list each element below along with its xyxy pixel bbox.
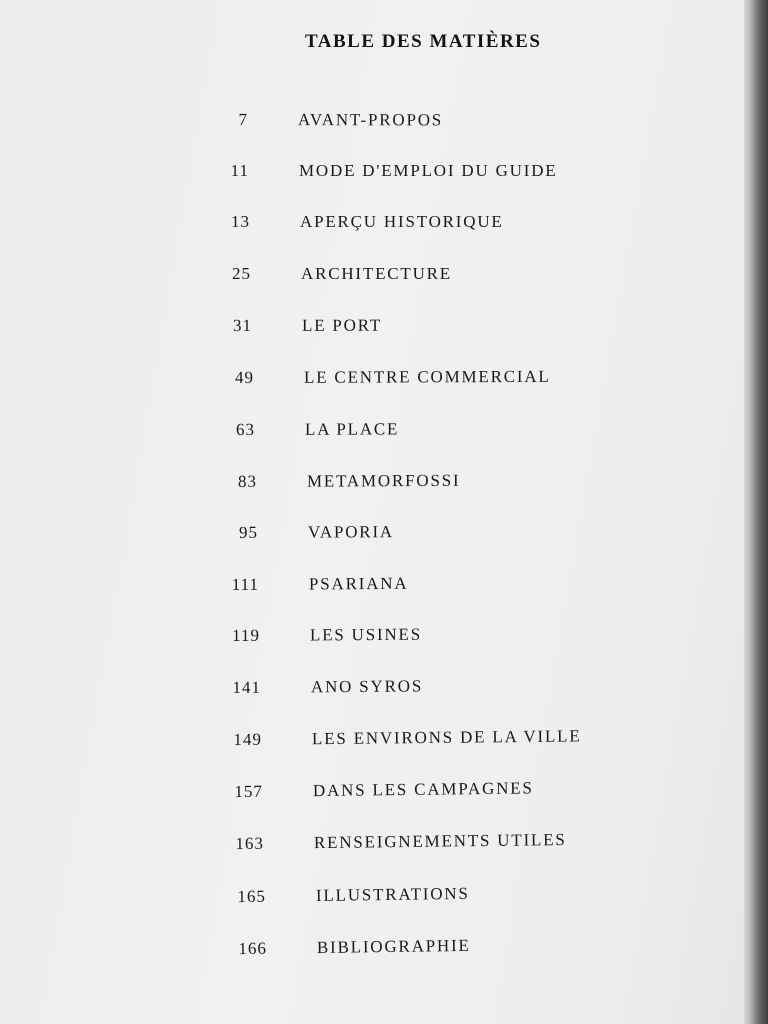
toc-page-number: 63 bbox=[235, 419, 256, 439]
toc-page-number: 31 bbox=[232, 315, 253, 335]
toc-entry-label: MODE D'EMPLOI DU GUIDE bbox=[299, 161, 558, 180]
toc-entry-label: DANS LES CAMPAGNES bbox=[312, 778, 534, 801]
toc-entry-label: VAPORIA bbox=[307, 522, 395, 542]
toc-page-number: 7 bbox=[238, 110, 249, 130]
toc-entry-label: BIBLIOGRAPHIE bbox=[316, 935, 471, 957]
toc-page-number: 13 bbox=[231, 212, 250, 231]
toc-entry-label: LA PLACE bbox=[304, 419, 400, 439]
toc-page-number: 149 bbox=[233, 729, 263, 750]
toc-entry-label: LES USINES bbox=[309, 624, 423, 645]
toc-page-number: 25 bbox=[232, 264, 251, 283]
toc-page-number: 166 bbox=[238, 938, 268, 959]
toc-entry-label: LE CENTRE COMMERCIAL bbox=[303, 366, 551, 387]
toc-page-number: 157 bbox=[234, 781, 264, 802]
toc-page-number: 111 bbox=[231, 574, 260, 595]
toc-entry-label: PSARIANA bbox=[308, 573, 409, 594]
toc-entry-label: APERÇU HISTORIQUE bbox=[300, 212, 504, 231]
toc-page-number: 11 bbox=[230, 161, 249, 180]
toc-title: TABLE DES MATIÈRES bbox=[305, 31, 542, 52]
toc-page-number: 119 bbox=[232, 625, 261, 646]
toc-entry-label: LE PORT bbox=[301, 315, 383, 335]
toc-entry-label: ILLUSTRATIONS bbox=[315, 883, 470, 905]
toc-entry-label: METAMORFOSSI bbox=[306, 470, 461, 491]
toc-entry-label: RENSEIGNEMENTS UTILES bbox=[313, 830, 567, 853]
toc-page-number: 49 bbox=[234, 367, 255, 387]
toc-page-number: 83 bbox=[237, 471, 258, 491]
toc-page-number: 165 bbox=[237, 886, 267, 907]
toc-page-number: 95 bbox=[238, 522, 259, 542]
toc-entry-label: AVANT-PROPOS bbox=[297, 110, 444, 130]
toc-page-number: 141 bbox=[232, 677, 262, 698]
toc-entry-label: LES ENVIRONS DE LA VILLE bbox=[311, 726, 582, 749]
toc-entry-label: ARCHITECTURE bbox=[301, 264, 452, 283]
toc-page-number: 163 bbox=[235, 833, 265, 854]
toc-entry-label: ANO SYROS bbox=[310, 676, 424, 697]
